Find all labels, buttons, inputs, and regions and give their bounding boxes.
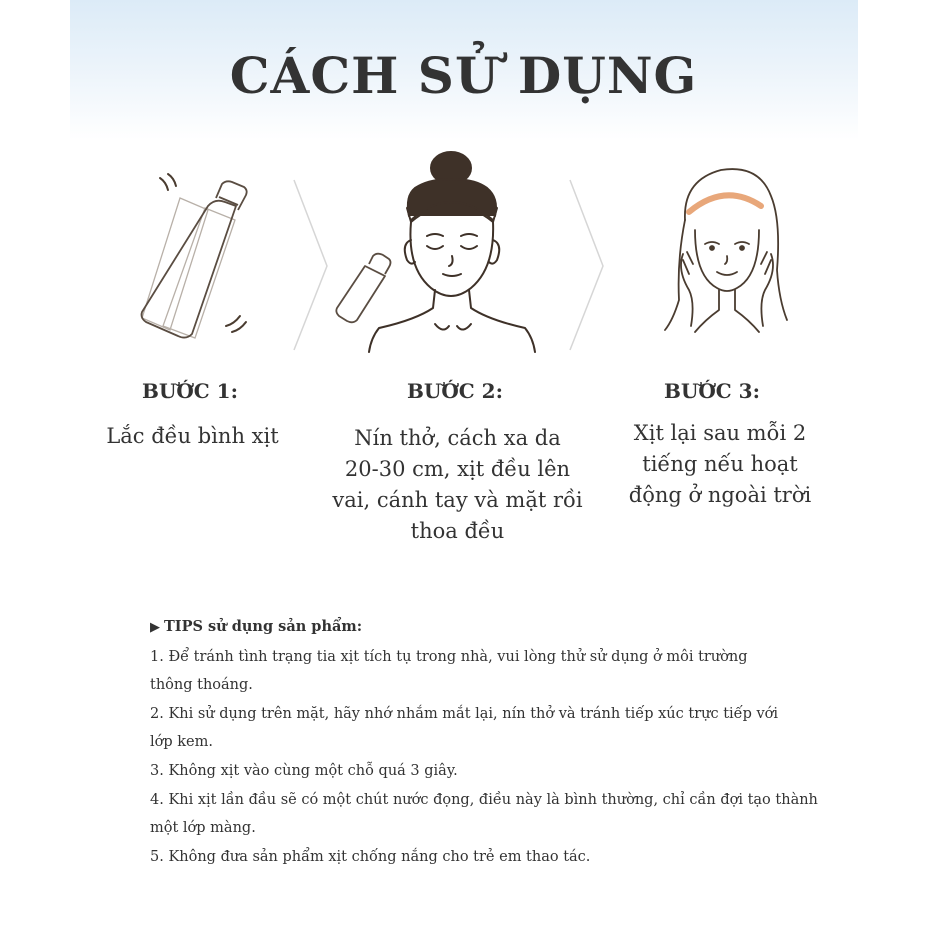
step-3-text	[605, 418, 835, 511]
step-2-text-line: 20-30 cm, xịt đều lên	[344, 457, 571, 481]
step-2-text-line: Nín thở, cách xa da	[354, 426, 561, 450]
step-2-text	[320, 423, 595, 547]
step-separator-chevron	[568, 178, 608, 353]
step-2-text-line: vai, cánh tay và mặt rồi	[332, 488, 583, 512]
step-separator-chevron	[292, 178, 332, 353]
shaking-bottle-illustration	[130, 168, 280, 348]
step-1-text-line: Lắc đều bình xịt	[106, 424, 279, 448]
step-3-text-line: Xịt lại sau mỗi 2	[633, 421, 807, 445]
tip-line: 1. Để tránh tình trạng tia xịt tích tụ trong nhà, vui lòng thử sử dụng ở môi trường	[150, 648, 748, 665]
step-1-text	[80, 421, 305, 452]
page-title: CÁCH SỬ DỤNG	[229, 46, 698, 105]
step-3-text-line: động ở ngoài trời	[628, 483, 812, 507]
tip-line: lớp kem.	[150, 734, 213, 751]
tip-line: 4. Khi xịt lần đầu sẽ có một chút nước đọng, điều này là bình thường, chỉ cần đợi tạo thành	[150, 791, 818, 808]
tip-line: một lớp màng.	[150, 820, 256, 837]
step-3-text-line: tiếng nếu hoạt	[642, 452, 798, 476]
step-2-text-line: thoa đều	[410, 519, 505, 543]
tips-title	[150, 613, 850, 643]
step-1-heading: BƯỚC 1:	[142, 379, 238, 403]
step-2-heading: BƯỚC 2:	[407, 379, 503, 403]
tip-line: 2. Khi sử dụng trên mặt, hãy nhớ nhắm mắt lại, nín thở và tránh tiếp xúc trực tiếp với	[150, 705, 779, 722]
tip-line: 5. Không đưa sản phẩm xịt chống nắng cho trẻ em thao tác.	[150, 848, 591, 865]
play-triangle-icon: ▶	[150, 620, 160, 635]
tip-line: thông thoáng.	[150, 677, 253, 694]
woman-spraying-illustration	[335, 148, 550, 353]
woman-touching-face-illustration	[655, 160, 795, 345]
tips-title-text: TIPS sử dụng sản phẩm:	[164, 618, 363, 635]
step-3-heading: BƯỚC 3:	[664, 379, 760, 403]
tips-section	[150, 613, 850, 871]
tip-line: 3. Không xịt vào cùng một chỗ quá 3 giây.	[150, 762, 458, 779]
